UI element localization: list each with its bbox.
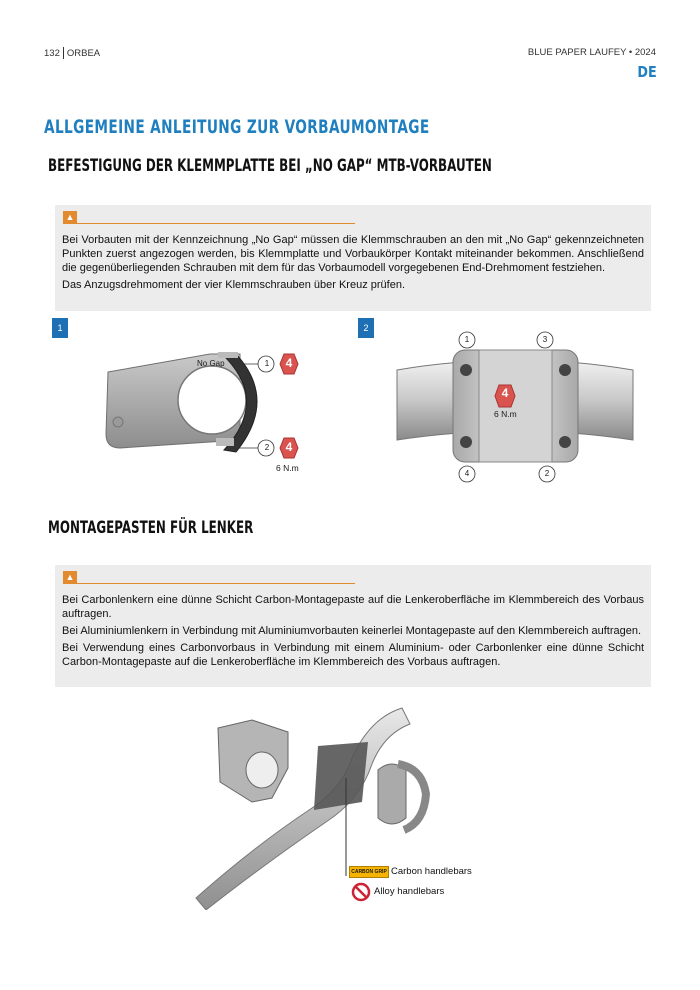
callout-1: 1 [464,335,470,344]
warning-box-no-gap [55,205,651,311]
prohibited-icon [351,882,371,902]
stem-front-illustration [395,330,637,485]
section-heading-paste: MONTAGEPASTEN FÜR LENKER [48,518,254,538]
warning-rule [63,583,355,584]
paragraph: Bei Verwendung eines Carbonvorbaus in Verbindung mit einem Aluminium- oder Carbonlenker eine dünne Schicht Carbon-Montagepaste auf die Lenkeroberfläche im Klemmbereich des Vorbaus auftragen. [62,642,644,668]
warning-triangle-icon: ▲ [63,211,77,224]
callout-4: 4 [464,469,470,478]
step-badge-2: 2 [358,318,374,338]
handlebar-illustration [192,698,452,910]
page-number: 132 [44,47,60,59]
callout-2: 2 [264,443,270,452]
page-title: ALLGEMEINE ANLEITUNG ZUR VORBAUMONTAGE [44,116,430,138]
legend-carbon: Carbon handlebars [391,866,472,877]
legend-alloy: Alloy handlebars [374,886,445,897]
torque-badge: 4 [285,356,293,370]
warning-rule [63,223,355,224]
language-code: DE [637,63,657,81]
carbon-grip-tube: CARBON GRIP [349,866,389,878]
callout-3: 3 [542,335,548,344]
torque-value: 6 N.m [494,409,517,419]
warning-text [62,593,644,672]
torque-value: 6 N.m [276,463,299,473]
paragraph: Bei Aluminiumlenkern in Verbindung mit Aluminiumvorbauten keinerlei Montagepaste auf den Klemmbereich auftragen. [62,625,642,637]
section-heading-no-gap: BEFESTIGUNG DER KLEMMPLATTE BEI „NO GAP“ MTB-VORBAUTEN [48,156,492,176]
warning-text [62,233,644,295]
publication-title: BLUE PAPER LAUFEY • 2024 [527,47,656,58]
page-header-left [44,47,100,59]
brand-name: ORBEA [66,47,101,59]
paragraph: Bei Carbonlenkern eine dünne Schicht Carbon-Montagepaste auf die Lenkeroberfläche im Klemmbereich des Vorbaus auftragen. [62,594,644,620]
warning-triangle-icon: ▲ [63,571,77,584]
no-gap-label: No Gap [197,359,225,368]
torque-badge: 4 [285,440,293,454]
warning-box-paste [55,565,651,687]
paragraph: Bei Vorbauten mit der Kennzeichnung „No Gap“ müssen die Klemmschrauben an den mit „No Gap“ gekennzeichneten Punkten zuerst angezogen werden, bis Klemmplatte und Vorbaukörper Kontakt miteinander bekommen. Anschließend die gegenüberliegenden Schrauben mit dem für das Vorbaumodell vorgegebenen End-Drehmoment festziehen. [62,234,644,274]
paragraph: Das Anzugsdrehmoment der vier Klemmschrauben über Kreuz prüfen. [62,279,406,291]
torque-badge: 4 [501,386,509,400]
callout-2: 2 [544,469,550,478]
callout-1: 1 [264,359,270,368]
header-divider [63,47,64,59]
step-badge-1: 1 [52,318,68,338]
